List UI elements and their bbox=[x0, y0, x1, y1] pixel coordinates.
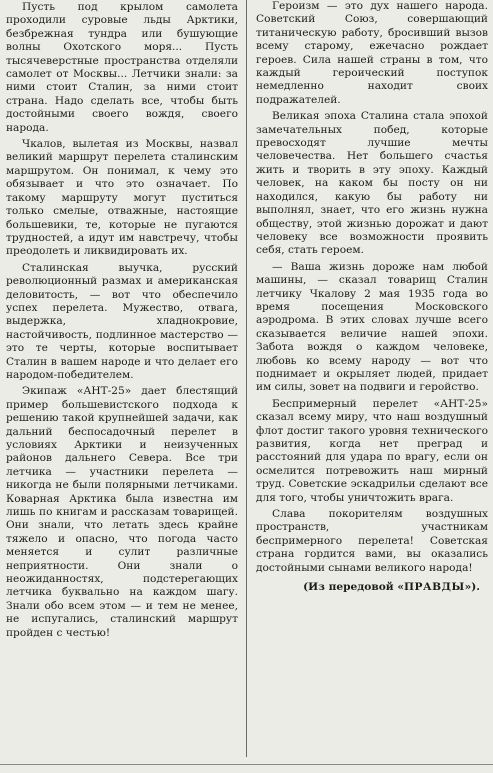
paragraph: Героизм — это дух нашего народа. Советский Союз, совершающий титаническую работу, бросивший вызов всему старому, ежечасно рождает героев. Сила нашей страны в том, что каждый героический поступок немедленно находит своих подражателей. bbox=[256, 0, 488, 106]
paragraph: Экипаж «АНТ-25» дает блестящий пример большевистского подхода к решению такой крупнейшей задачи, как дальний беспосадочный перелет в условиях Арктики и неизученных районов дальнего Севера. Все три летчика — участники перелета — никогда не были полярными летчиками. Коварная Арктика была известна им лишь по книгам и рассказам товарищей. Они знали, что летать здесь крайне тяжело и опасно, что погода часто меняется и сулит различные неприятности. Они знали о неожиданностях, подстерегающих летчика буквально на каждом шагу. Знали обо всем этом — и тем не менее, не испугались, сталинский маршрут пройден с честью! bbox=[6, 385, 238, 639]
source-name: ПРАВДЫ bbox=[403, 581, 465, 594]
paragraph: Великая эпоха Сталина стала эпохой замечательных побед, которые превосходят лучшие мечты человечества. Нет большего счастья жить и творить в эту эпоху. Каждый человек, на каком бы посту он ни находился, какую бы работу ни выполнял, знает, что его жизнь нужна обществу, этой жизнью дорожат и дают человеку все возможности проявить себя, стать героем. bbox=[256, 110, 488, 257]
paragraph: Слава покорителям воздушных пространств, участникам беспримерного перелета! Советская страна гордится вами, вы оказались достойными сынами великого народа! bbox=[256, 508, 488, 574]
paragraph: Чкалов, вылетая из Москвы, назвал великий маршрут перелета сталинским маршрутом. Он понимал, к чему это обязывает и что это означает. По такому маршруту могут пуститься только смелые, отважные, настоящие большевики, те, которые не пугаются трудностей, а идут им навстречу, чтобы преодолеть и ликвидировать их. bbox=[6, 138, 238, 258]
source-suffix: »). bbox=[464, 581, 480, 594]
source-prefix: (Из передовой « bbox=[303, 581, 404, 594]
bottom-divider bbox=[0, 764, 493, 765]
paragraph: Сталинская выучка, русский революционный размах и американская деловитость, — вот что обеспечило успех перелета. Мужество, отвага, выдержка, хладнокровие, настойчивость, подлинное мастерство — это те черты, которые воспитывает Сталин в вашем народе и что делает его народом-победителем. bbox=[6, 261, 238, 381]
left-column bbox=[6, 0, 238, 759]
paragraph: Беспримерный перелет «АНТ-25» сказал всему миру, что наш воздушный флот достиг такого уровня технического развития, когда нет преград и расстояний для удара по врагу, если он осмелится потревожить наш мирный труд. Советские эскадрильи сделают все для того, чтобы уничтожить врага. bbox=[256, 397, 488, 504]
source-note bbox=[256, 581, 488, 594]
paragraph: Пусть под крылом самолета проходили суровые льды Арктики, безбрежная тундра или бушующие волны Охотского моря... Пусть тысячеверстные пространства отделяли самолет от Москвы... Летчики знали: за ними стоит Сталин, за ними стоит страна. Надо сделать все, чтобы быть достойными своего вождя, своего народа. bbox=[6, 1, 238, 134]
right-column bbox=[256, 0, 488, 759]
paragraph: — Ваша жизнь дороже нам любой машины, — сказал товарищ Сталин летчику Чкалову 2 мая 1935 года во время посещения Московского аэродрома. В этих словах лучше всего сказывается величие нашей эпохи. Забота вождя о каждом человеке, любовь ко всему народу — вот что поднимает и окрыляет людей, придает им силы, зовет на подвиги и геройство. bbox=[256, 260, 488, 394]
column-divider bbox=[246, 0, 247, 757]
